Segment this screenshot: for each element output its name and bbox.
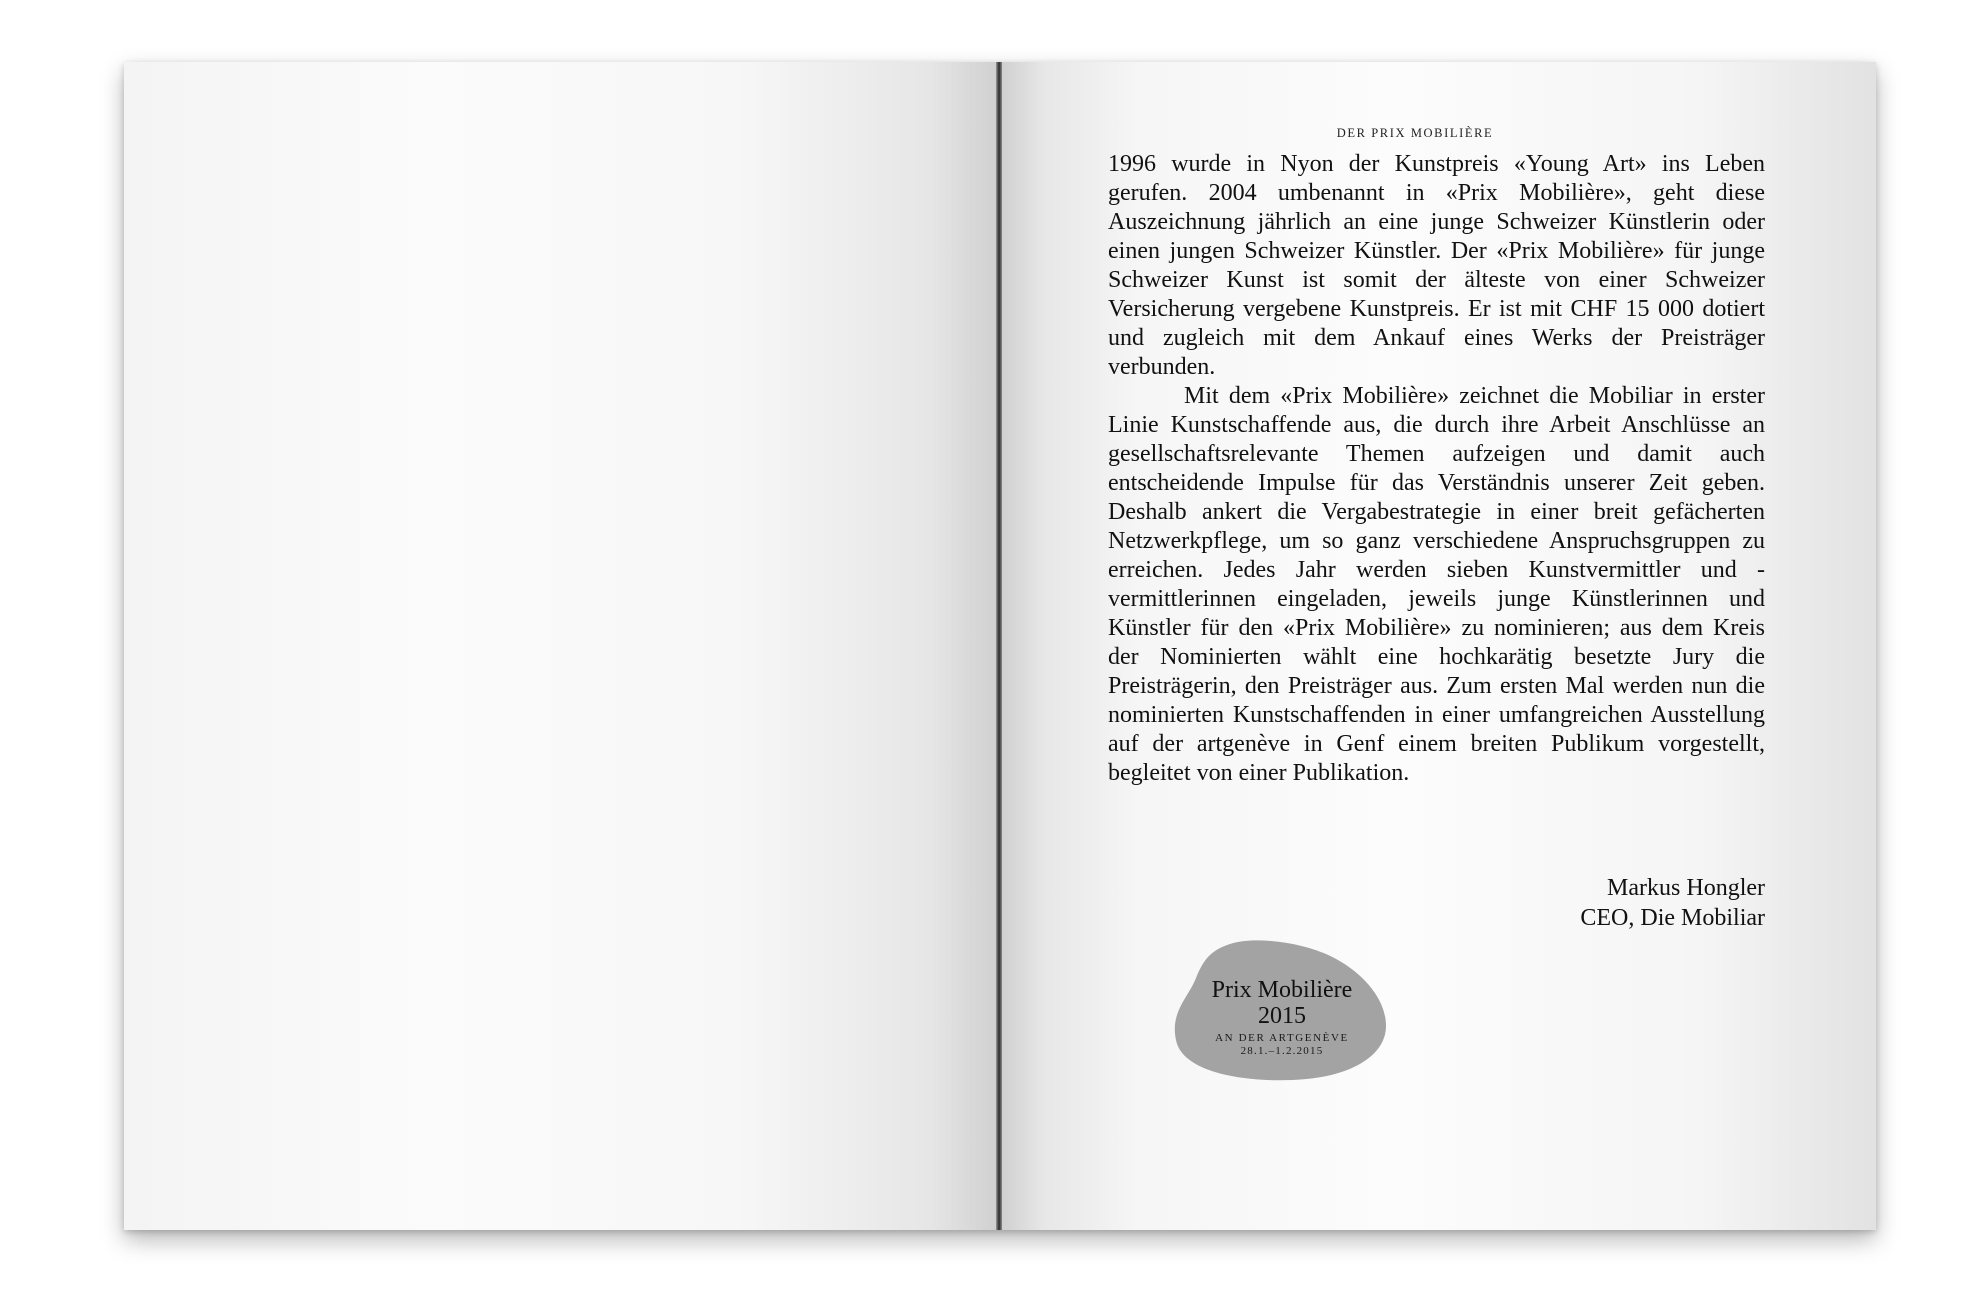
badge-dates: 28.1.–1.2.2015 <box>1240 1045 1324 1057</box>
left-page <box>124 62 1000 1230</box>
badge-title: Prix Mobilière <box>1211 977 1353 1003</box>
paragraph-2: Mit dem «Prix Mobilière» zeichnet die Mobiliar in erster Linie Kunstschaffende aus, die durch ihre Arbeit Anschlüsse an gesellschaftsrelevante Themen aufzeigen und damit auch entscheidende Impulse für das Verständnis unserer Zeit geben. Deshalb ankert die Vergabestrategie in einer breit gefächerten Netzwerkpflege, um so ganz verschiedene Anspruchsgruppen zu erreichen. Jedes Jahr werden sieben Kunstvermittler und -vermittlerinnen eingeladen, jeweils junge Künstlerinnen und Künstler für den «Prix Mobilière» zu nominieren; aus dem Kreis der Nominierten wählt eine hochkarätig besetzte Jury die Preisträgerin, den Preisträger aus. Zum ersten Mal werden nun die nominierten Kunstschaffenden in einer umfangreichen Ausstellung auf der artgenève in Genf einem breiten Publikum vorgestellt, begleitet von einer Publikation. <box>1108 383 1765 786</box>
badge-subtitle: AN DER ARTGENÈVE <box>1215 1032 1349 1044</box>
paragraph-1: 1996 wurde in Nyon der Kunstpreis «Young Art» ins Leben gerufen. 2004 umbenannt in «Prix Mobilière», geht diese Auszeichnung jährlich an eine junge Schweizer Künstlerin oder einen jungen Schweizer Künstler. Der «Prix Mobilière» für junge Schweizer Kunst ist somit der älteste von einer Schweizer Versicherung vergebene Kunstpreis. Er ist mit CHF 15 000 dotiert und zugleich mit dem Ankauf eines Werks der Preisträger verbunden. <box>1108 151 1765 380</box>
signature-name: Markus Hongler <box>1607 875 1765 901</box>
body-text <box>1108 150 1765 788</box>
badge-year: 2015 <box>1258 1003 1306 1029</box>
signature-title: CEO, Die Mobiliar <box>1580 905 1765 931</box>
booklet-spine <box>996 62 1002 1230</box>
signature-block <box>1400 873 1765 933</box>
running-head: DER PRIX MOBILIÈRE <box>1336 126 1494 140</box>
prix-mobiliere-badge <box>1172 938 1392 1082</box>
